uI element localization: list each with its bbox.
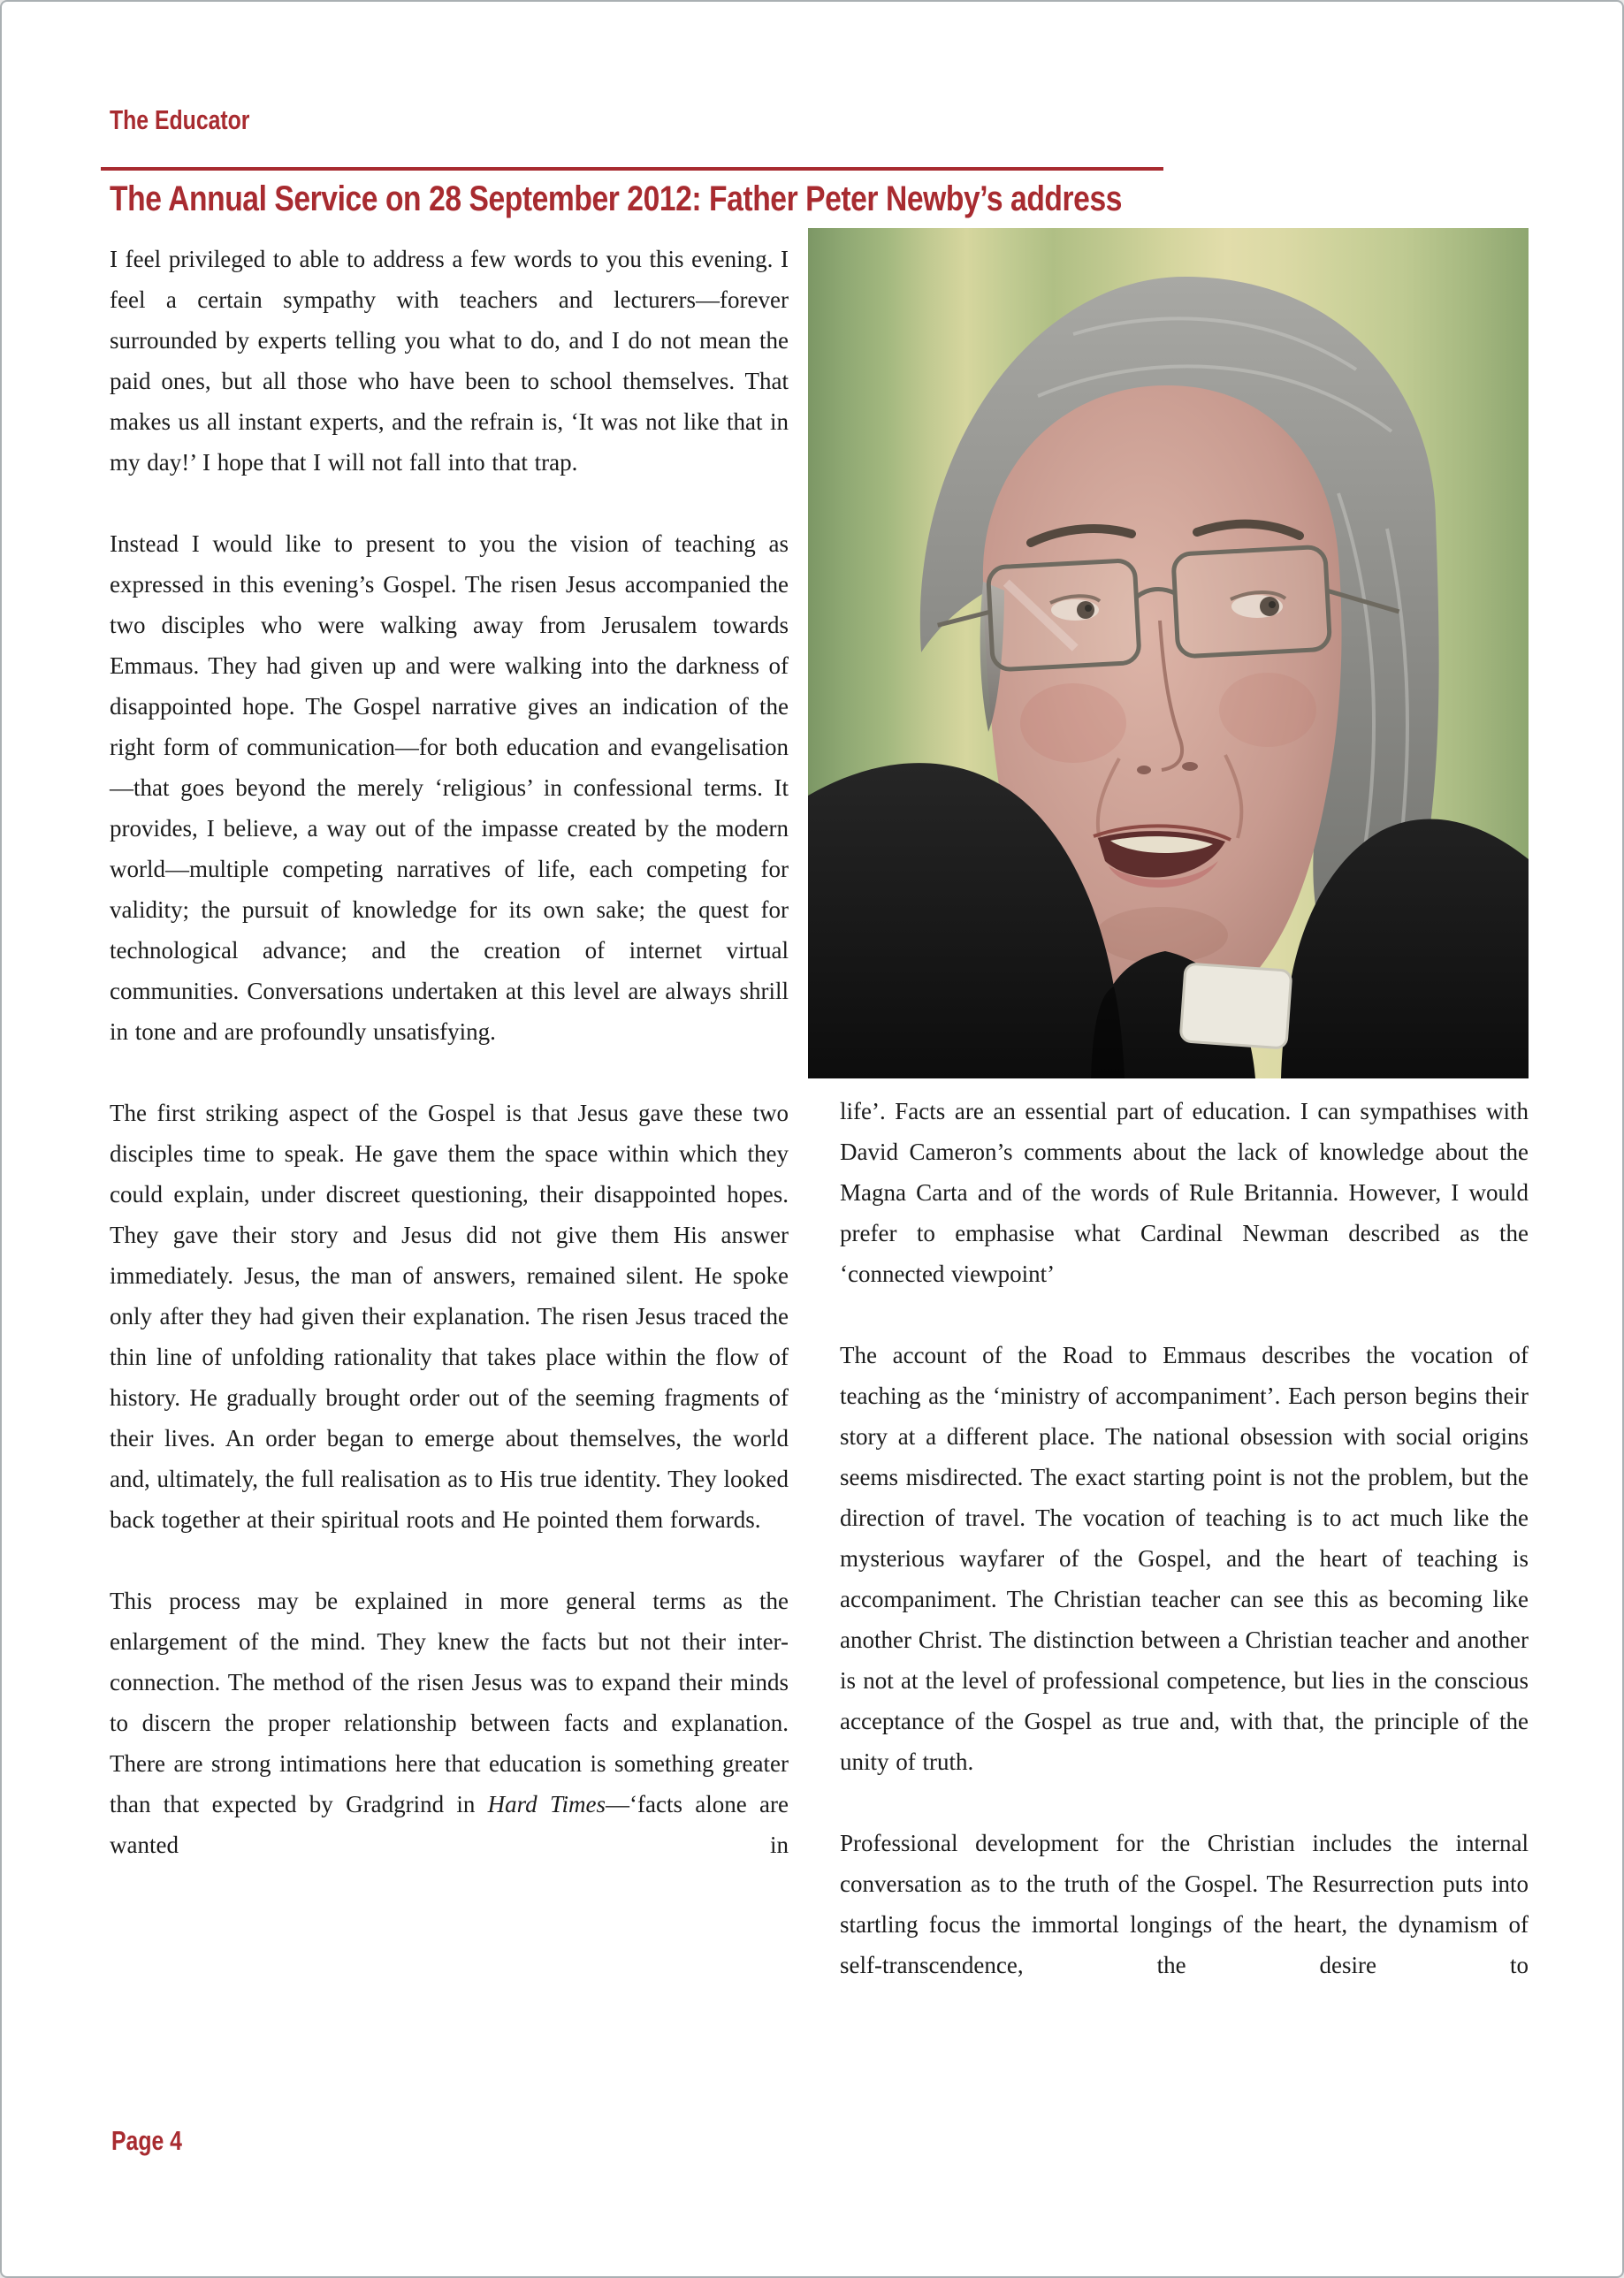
publication-title: The Educator	[110, 104, 250, 135]
paragraph: The account of the Road to Emmaus describes the vocation of teaching as the ‘ministry of accompaniment’. Each person begins their story at a different place. The national obsession with social origins seems misdirected. The exact starting point is not the problem, but the direction of travel. The vocation of teaching is to act much like the mysterious wayfarer of the Gospel, and the heart of teaching is accompaniment. The Christian teacher can see this as becoming like another Christ. The distinction between a Christian teacher and another is not at the level of professional competence, but lies in the conscious acceptance of the Gospel as true and, with that, the principle of the unity of truth.	[840, 1342, 1529, 1775]
paragraph	[110, 1581, 789, 1865]
paragraph: life’. Facts are an essential part of education. I can sympathises with David Cameron’s comments about the lack of knowledge about the Magna Carta and of the words of Rule Britannia. However, I would prefer to emphasise what Cardinal Newman described as the ‘connected viewpoint’	[840, 1098, 1529, 1287]
paragraph: I feel privileged to able to address a few words to you this evening. I feel a certain sympathy with teachers and lecturers—forever surrounded by experts telling you what to do, and I do not mean the paid ones, but all those who have been to school themselves. That makes us all instant experts, and the refrain is, ‘It was not like that in my day!’ I hope that I will not fall into that trap.	[110, 246, 789, 476]
paragraph: Professional development for the Christian includes the internal conversation as to the truth of the Gospel. The Resurrection puts into startling focus the immortal longings of the heart, the dynamism of self-transcendence, the desire to	[840, 1830, 1529, 1978]
clerical-collar	[1180, 964, 1292, 1048]
paragraph-text: —‘facts alone are wanted in	[110, 1791, 789, 1858]
page-number: Page 4	[111, 2125, 182, 2156]
book-title-italic: Hard Times	[487, 1791, 606, 1817]
paragraph: Instead I would like to present to you the vision of teaching as expressed in this evening’s Gospel. The risen Jesus accompanied the two disciples who were walking away from Jerusalem towards Emmaus. They had given up and were walking into the darkness of disappointed hope. The Gospel narrative gives an indication of the right form of communication—for both education and evangelisation—that goes beyond the merely ‘religious’ in confessional terms. It provides, I believe, a way out of the impasse created by the modern world—multiple competing narratives of life, each competing for validity; the pursuit of knowledge for its own sake; the quest for technological advance; and the creation of internet virtual communities. Conversations undertaken at this level are always shrill in tone and are profoundly unsatisfying.	[110, 530, 789, 1045]
paragraph-text: This process may be explained in more general terms as the enlargement of the mind. They knew the facts but not their inter-connection. The method of the risen Jesus was to expand their minds to discern the proper relationship between facts and explanation. There are strong intimations here that education is something greater than that expected by Gradgrind in	[110, 1588, 789, 1817]
article-title: The Annual Service on 28 September 2012: Father Peter Newby’s address	[110, 179, 1122, 218]
portrait-photo	[808, 228, 1529, 1078]
right-column	[840, 1091, 1529, 1985]
header-rule	[101, 167, 1163, 171]
left-column	[110, 239, 789, 1865]
paragraph: The first striking aspect of the Gospel is that Jesus gave these two disciples time to speak. He gave them the space within which they could explain, under discreet questioning, their disappointed hopes. They gave their story and Jesus did not give them His answer immediately. Jesus, the man of answers, remained silent. He spoke only after they had given their explanation. The risen Jesus traced the thin line of unfolding rationality that takes place within the flow of history. He gradually brought order out of the seeming fragments of their lives. An order began to emerge about themselves, the world and, ultimately, the full realisation as to His true identity. They looked back together at their spiritual roots and He pointed them forwards.	[110, 1100, 789, 1533]
